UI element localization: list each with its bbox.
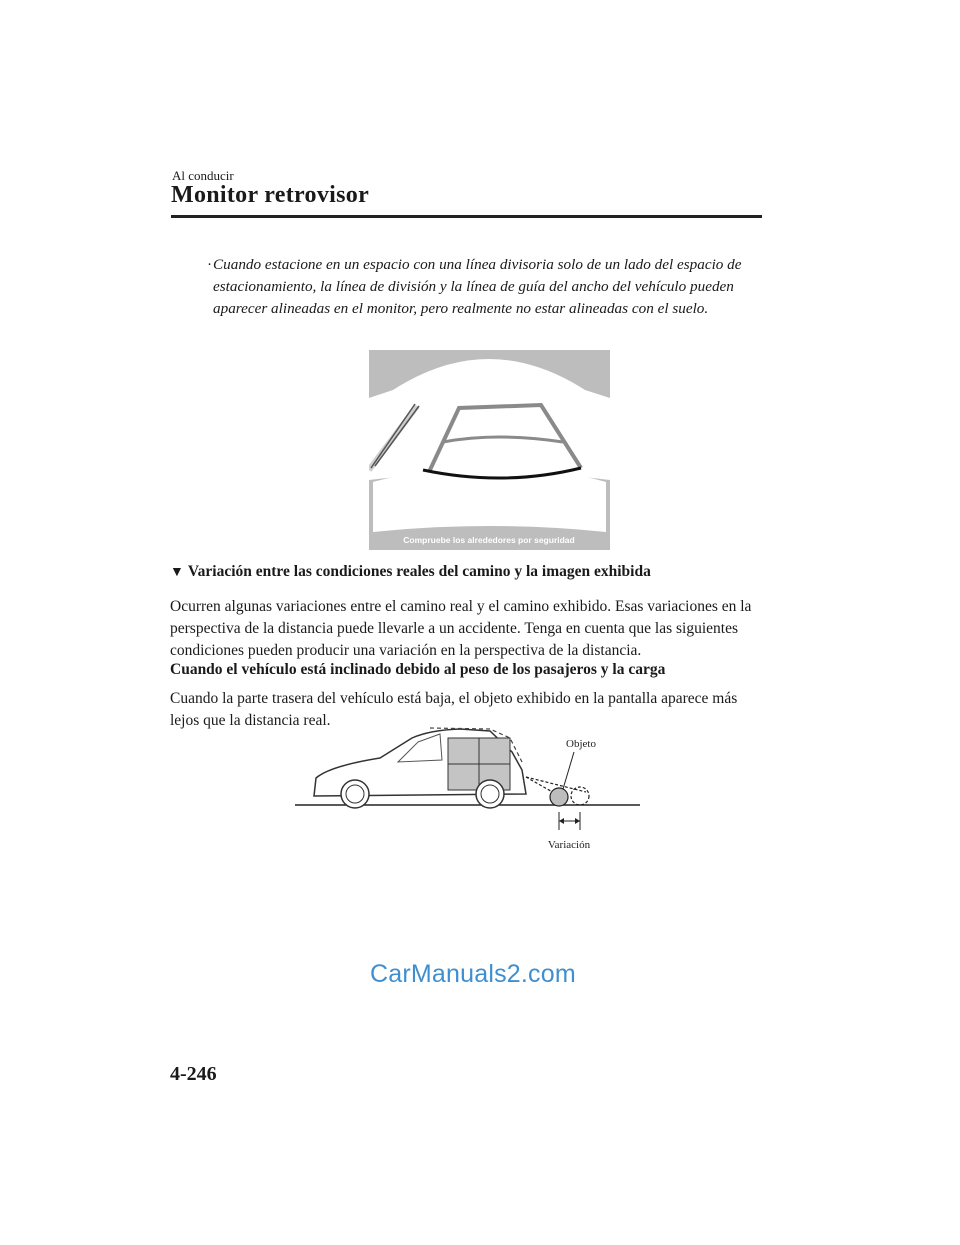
front-wheel	[341, 780, 369, 808]
section-heading	[170, 563, 770, 581]
section-marker: ▼	[170, 565, 184, 580]
camera-view-illustration	[369, 350, 610, 550]
page-number: 4-246	[170, 1063, 217, 1085]
vehicle-tilt-illustration	[290, 722, 650, 857]
bullet-text: Cuando estacione en un espacio con una línea divisoria solo de un lado del espacio de estacionamiento, la línea de división y la línea de guía del ancho del vehículo pueden aparecer alineadas en el monitor, pero realmente no estar alineadas con el suelo.	[213, 256, 742, 317]
section-heading-text: Variación entre las condiciones reales del camino y la imagen exhibida	[187, 563, 651, 580]
title-divider	[171, 215, 762, 218]
ground-area	[373, 466, 606, 532]
section-label: Al conducir	[172, 168, 234, 183]
condition-heading: Cuando el vehículo está inclinado debido al peso de los pasajeros y la carga	[170, 661, 666, 678]
displayed-object	[571, 787, 589, 805]
object-label: Objeto	[566, 738, 596, 750]
actual-object	[550, 788, 568, 806]
page-title: Monitor retrovisor	[171, 182, 370, 208]
figure-caption: Compruebe los alrededores por seguridad	[403, 535, 575, 545]
variation-label: Variación	[547, 839, 591, 851]
paragraph: Cuando la parte trasera del vehículo está baja, el objeto exhibido en la pantalla aparece más lejos que la distancia real.	[170, 690, 738, 729]
object-leader-line	[563, 752, 574, 789]
bullet-marker: ·	[207, 256, 213, 273]
rear-wheel	[476, 780, 504, 808]
vehicle-tilt-figure	[290, 722, 650, 857]
camera-view-figure	[369, 350, 610, 550]
bullet-note	[207, 254, 768, 320]
watermark: CarManuals2.com	[370, 960, 576, 988]
paragraph: Ocurren algunas variaciones entre el camino real y el camino exhibido. Esas variaciones en la perspectiva de la distancia puede llevarle a un accidente. Tenga en cuenta que las siguientes condiciones pueden producir una variación en la perspectiva de la distancia.	[170, 598, 752, 659]
